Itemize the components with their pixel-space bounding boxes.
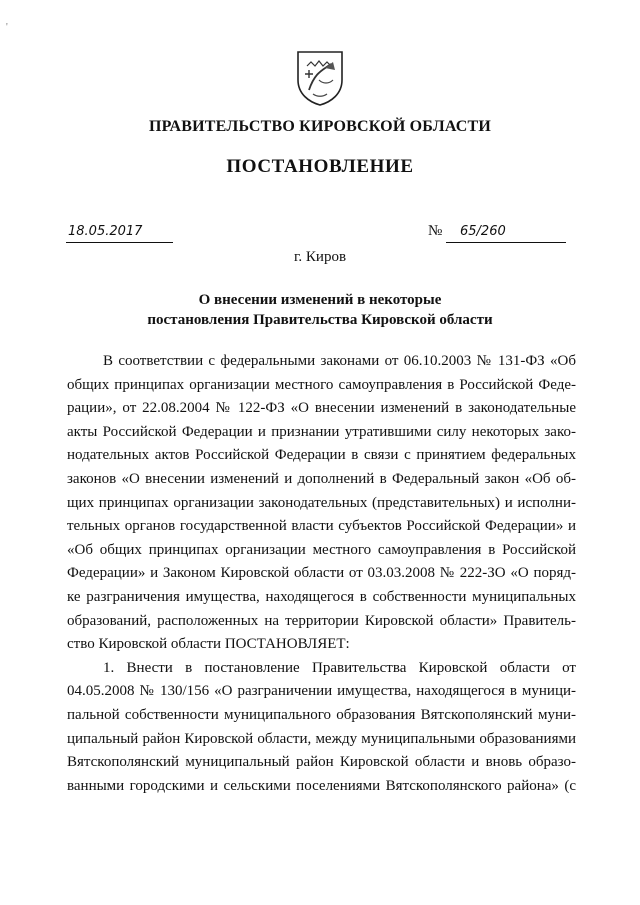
document-date: 18.05.2017 <box>66 222 173 243</box>
body-line: акты Российской Федерации и признании утратившими силу некоторых зако- <box>67 423 576 440</box>
body-line: ванными городскими и сельскими поселениями Вятскополянского района» (с <box>67 777 576 794</box>
body-line: тельных органов государственной власти субъектов Российской Федерации» и <box>67 518 576 535</box>
body-line: 1. Внести в постановление Правительства Кировской области от <box>103 659 576 676</box>
document-number: 65/260 <box>446 222 566 243</box>
body-line: пальной собственности муниципального образования Вятскополянский муни- <box>67 706 576 723</box>
body-line: ципальный район Кировской области, между муниципальными образованиями <box>67 730 576 747</box>
subject-line-2: постановления Правительства Кировской области <box>147 312 493 328</box>
body-line: «Об общих принципах организации местного самоуправления в Российской <box>67 541 576 558</box>
coat-of-arms-icon <box>295 50 345 106</box>
document-type: ПОСТАНОВЛЕНИЕ <box>226 156 414 177</box>
body-line: законов «О внесении изменений и дополнений в Федеральный закон «Об об- <box>67 470 576 487</box>
body-line: ство Кировской области ПОСТАНОВЛЯЕТ: <box>67 636 350 653</box>
body-line: образований, расположенных на территории Кировской области» Правитель- <box>67 612 576 629</box>
body-line: В соответствии с федеральными законами от 06.10.2003 № 131-ФЗ «Об <box>103 353 576 369</box>
body-line: рации», от 22.08.2004 № 122-ФЗ «О внесении изменений в законодательные <box>67 400 576 417</box>
body-line: 04.05.2008 № 130/156 «О разграничении имущества, находящегося в муници- <box>67 683 576 700</box>
body-line: ке разграничения имущества, находящегося в собственности муниципальных <box>67 588 576 605</box>
number-label: № <box>428 223 443 239</box>
body-line: нодательных актов Российской Федерации в связи с принятием федеральных <box>67 447 576 464</box>
body-text <box>67 350 576 798</box>
document-subject <box>0 290 640 330</box>
subject-line-1: О внесении изменений в некоторые <box>198 292 442 308</box>
body-line: общих принципах организации местного самоуправления в Российской Феде- <box>67 376 576 393</box>
body-line: Федерации» и Законом Кировской области от 03.03.2008 № 222-ЗО «О поряд- <box>67 565 576 582</box>
body-line: Вятскополянский муниципальный район Кировской области и вновь образо- <box>67 754 576 771</box>
margin-mark: ' <box>6 22 8 33</box>
body-line: щих принципах организации законодательных (представительных) и исполни- <box>67 494 576 511</box>
government-title: ПРАВИТЕЛЬСТВО КИРОВСКОЙ ОБЛАСТИ <box>148 118 492 135</box>
city: г. Киров <box>293 249 347 265</box>
